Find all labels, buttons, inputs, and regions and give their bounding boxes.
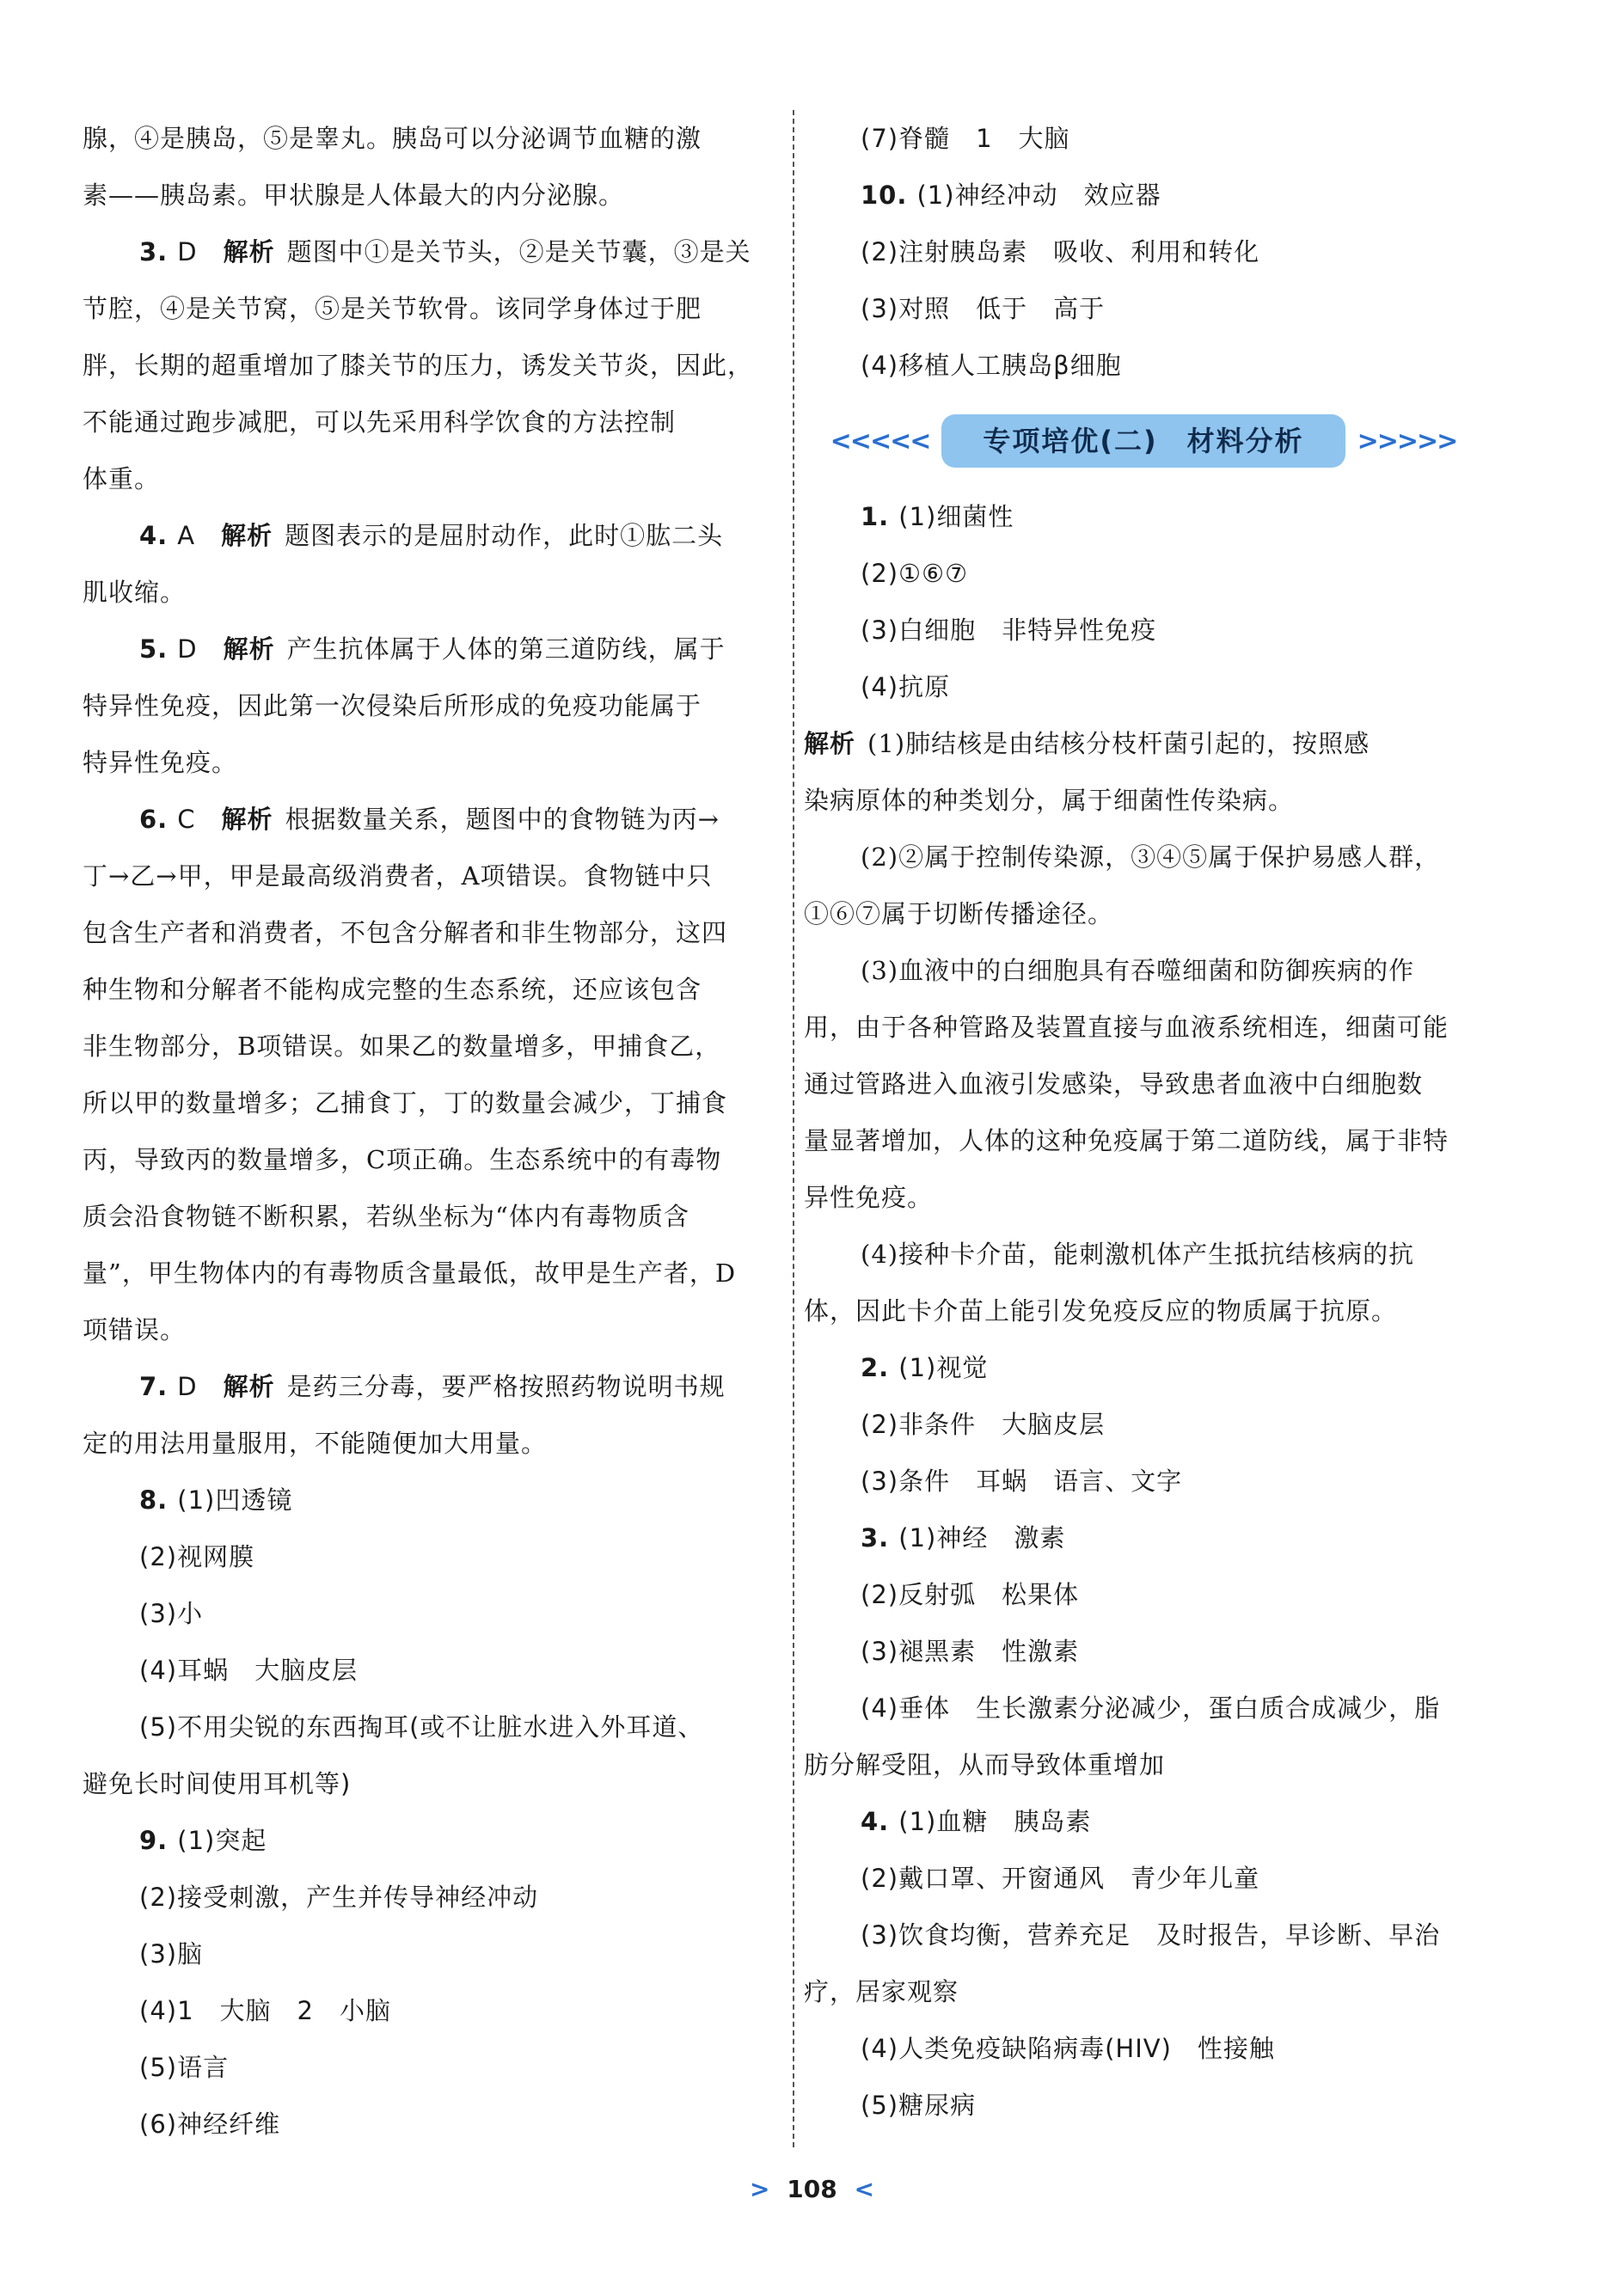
- text-line: [83, 1131, 787, 1188]
- line-text: (3)血液中的白细胞具有吞噬细菌和防御疾病的作: [861, 956, 1415, 985]
- line-text: 量”，甲生物体内的有毒物质含量最低，故甲是生产者，D: [83, 1258, 737, 1288]
- line-text: (6)神经纤维: [139, 2110, 281, 2139]
- text-line: [804, 545, 1509, 602]
- text-line: [83, 1585, 787, 1642]
- text-line: [804, 280, 1509, 337]
- line-text: (2)视网膜: [139, 1542, 255, 1571]
- answer-choice: D: [177, 237, 198, 266]
- text-line: [804, 1339, 1509, 1396]
- analysis-label: 解析: [804, 729, 856, 758]
- text-line: [83, 1018, 787, 1075]
- text-line: [83, 1812, 787, 1869]
- question-number: 8.: [139, 1485, 178, 1515]
- text-line: [83, 1869, 787, 1926]
- text-line: [804, 337, 1509, 394]
- text-line: [83, 450, 787, 507]
- line-text: (7)脊髓 1 大脑: [861, 124, 1070, 153]
- line-text: (1)神经 激素: [898, 1523, 1066, 1552]
- line-text: 腺，④是胰岛，⑤是睾丸。胰岛可以分泌调节血糖的激: [83, 124, 702, 153]
- line-text: 质会沿食物链不断积累，若纵坐标为“体内有毒物质含: [83, 1202, 689, 1231]
- line-text: (2)接受刺激，产生并传导神经冲动: [139, 1883, 539, 1912]
- page-left-arrow-icon: >: [750, 2175, 770, 2203]
- text-line: [83, 791, 787, 848]
- text-line: [83, 848, 787, 904]
- line-text: 疗，居家观察: [804, 1977, 959, 2006]
- text-line: [83, 110, 787, 167]
- right-bottom-answers: [804, 488, 1509, 2134]
- text-line: [804, 1056, 1509, 1112]
- text-line: [804, 1963, 1509, 2020]
- question-number: 3.: [861, 1523, 899, 1552]
- line-text: (4)接种卡介苗，能刺激机体产生抵抗结核病的抗: [861, 1240, 1415, 1269]
- line-text: 量显著增加，人体的这种免疫属于第二道防线，属于非特: [804, 1126, 1449, 1155]
- text-line: [804, 715, 1509, 772]
- line-text: (2)戴口罩、开窗通风 青少年儿童: [861, 1864, 1260, 1893]
- page-right-arrow-icon: <: [854, 2175, 874, 2203]
- line-text: 素——胰岛素。甲状腺是人体最大的内分泌腺。: [83, 181, 625, 210]
- text-line: [83, 621, 787, 677]
- text-line: [83, 734, 787, 791]
- line-text: 染病原体的种类划分，属于细菌性传染病。: [804, 786, 1295, 815]
- question-number: 4.: [861, 1807, 899, 1836]
- line-text: 肪分解受阻，从而导致体重增加: [804, 1750, 1166, 1779]
- text-line: [83, 1075, 787, 1131]
- line-text: (4)垂体 生长激素分泌减少，蛋白质合成减少，脂: [861, 1693, 1441, 1723]
- text-line: [83, 507, 787, 564]
- line-text: (2)注射胰岛素 吸收、利用和转化: [861, 237, 1260, 266]
- line-text: (2)非条件 大脑皮层: [861, 1410, 1106, 1439]
- line-text: (3)饮食均衡，营养充足 及时报告，早诊断、早治: [861, 1920, 1441, 1950]
- line-text: (5)糖尿病: [861, 2091, 977, 2120]
- line-text: 体，因此卡介苗上能引发免疫反应的物质属于抗原。: [804, 1296, 1398, 1326]
- text-line: [83, 1358, 787, 1415]
- line-text: (4)耳蜗 大脑皮层: [139, 1656, 359, 1685]
- question-number: 4.: [139, 521, 178, 550]
- line-text: 丁→乙→甲，甲是最高级消费者，A项错误。食物链中只: [83, 861, 713, 891]
- text-line: [804, 1850, 1509, 1907]
- line-text: (4)1 大脑 2 小脑: [139, 1996, 391, 2025]
- text-line: [804, 1283, 1509, 1339]
- line-text: (1)凹透镜: [177, 1485, 293, 1515]
- line-text: 产生抗体属于人体的第三道防线，属于: [286, 634, 726, 664]
- text-line: [804, 1623, 1509, 1680]
- text-line: [804, 1793, 1509, 1850]
- text-line: [804, 2077, 1509, 2134]
- text-line: [804, 1226, 1509, 1283]
- line-text: 题图表示的是屈肘动作，此时①肱二头: [285, 521, 724, 550]
- text-line: [804, 110, 1509, 167]
- text-line: [804, 885, 1509, 942]
- line-text: 肌收缩。: [83, 578, 187, 607]
- text-line: [83, 224, 787, 280]
- text-line: [804, 1169, 1509, 1226]
- line-text: (3)小: [139, 1599, 204, 1628]
- text-line: [804, 1566, 1509, 1623]
- line-text: ①⑥⑦属于切断传播途径。: [804, 899, 1114, 928]
- section-banner: [778, 394, 1509, 488]
- text-line: [83, 677, 787, 734]
- text-line: [804, 658, 1509, 715]
- answer-choice: D: [177, 1372, 198, 1401]
- line-text: 通过管路进入血液引发感染，导致患者血液中白细胞数: [804, 1069, 1424, 1099]
- text-line: [804, 1680, 1509, 1736]
- line-text: (2)反射弧 松果体: [861, 1580, 1080, 1609]
- line-text: 丙，导致丙的数量增多，C项正确。生态系统中的有毒物: [83, 1145, 722, 1174]
- section-title: 专项培优(二) 材料分析: [941, 414, 1345, 468]
- line-text: 节腔，④是关节窝，⑤是关节软骨。该同学身体过于肥: [83, 294, 702, 323]
- line-text: (3)脑: [139, 1939, 204, 1969]
- text-line: [83, 337, 787, 394]
- line-text: (5)不用尖锐的东西掏耳(或不让脏水进入外耳道、: [139, 1712, 704, 1742]
- line-text: 体重。: [83, 464, 161, 493]
- line-text: (3)对照 低于 高于: [861, 294, 1106, 323]
- line-text: 定的用法用量服用，不能随便加大用量。: [83, 1429, 548, 1458]
- analysis-label: 解析: [223, 634, 275, 664]
- text-line: [83, 1472, 787, 1528]
- question-number: 1.: [861, 502, 899, 531]
- line-text: (1)神经冲动 效应器: [916, 181, 1161, 210]
- text-line: [804, 829, 1509, 885]
- text-line: [83, 1528, 787, 1585]
- text-line: [83, 1642, 787, 1699]
- text-line: [804, 1112, 1509, 1169]
- line-text: (3)白细胞 非特异性免疫: [861, 615, 1157, 645]
- line-text: 用，由于各种管路及装置直接与血液系统相连，细菌可能: [804, 1013, 1449, 1042]
- text-line: [83, 564, 787, 621]
- text-line: [83, 394, 787, 450]
- text-line: [83, 1982, 787, 2039]
- line-text: (1)突起: [177, 1826, 267, 1855]
- text-line: [83, 904, 787, 961]
- line-text: 根据数量关系，题图中的食物链为丙→: [285, 805, 720, 834]
- answer-choice: C: [177, 805, 196, 834]
- line-text: (1)血糖 胰岛素: [898, 1807, 1092, 1836]
- line-text: 项错误。: [83, 1315, 187, 1344]
- line-text: (1)视觉: [898, 1353, 989, 1382]
- text-line: [83, 1245, 787, 1301]
- line-text: (5)语言: [139, 2053, 230, 2082]
- line-text: (1)细菌性: [898, 502, 1014, 531]
- text-line: [83, 1699, 787, 1755]
- question-number: 7.: [139, 1372, 178, 1401]
- text-line: [83, 1755, 787, 1812]
- text-line: [804, 1453, 1509, 1510]
- line-text: 非生物部分，B项错误。如果乙的数量增多，甲捕食乙，: [83, 1032, 721, 1061]
- line-text: 是药三分毒，要严格按照药物说明书规: [286, 1372, 726, 1401]
- line-text: 特异性免疫，因此第一次侵染后所形成的免疫功能属于: [83, 691, 702, 720]
- line-text: (4)抗原: [861, 672, 951, 701]
- page-number: [0, 2175, 1624, 2203]
- analysis-label: 解析: [223, 237, 275, 266]
- right-arrows-icon: >>>>>: [1357, 426, 1457, 456]
- question-number: 5.: [139, 634, 178, 664]
- text-line: [804, 1396, 1509, 1453]
- text-line: [83, 2039, 787, 2096]
- analysis-label: 解析: [221, 521, 273, 550]
- right-top-answers: [804, 110, 1509, 394]
- page-number-value: 108: [787, 2175, 837, 2203]
- text-line: [804, 1510, 1509, 1566]
- analysis-label: 解析: [223, 1372, 275, 1401]
- question-number: 6.: [139, 805, 178, 834]
- line-text: 题图中①是关节头，②是关节囊，③是关: [286, 237, 751, 266]
- text-line: [804, 602, 1509, 658]
- line-text: 所以甲的数量增多；乙捕食丁，丁的数量会减少，丁捕食: [83, 1088, 728, 1118]
- text-line: [83, 1301, 787, 1358]
- line-text: 不能通过跑步减肥，可以先采用科学饮食的方法控制: [83, 407, 677, 437]
- text-line: [804, 772, 1509, 829]
- line-text: 异性免疫。: [804, 1183, 934, 1212]
- line-text: (2)②属于控制传染源，③④⑤属于保护易感人群，: [861, 842, 1441, 872]
- line-text: 种生物和分解者不能构成完整的生态系统，还应该包含: [83, 975, 702, 1004]
- text-line: [804, 942, 1509, 999]
- line-text: 胖，长期的超重增加了膝关节的压力，诱发关节炎，因此，: [83, 351, 754, 380]
- text-line: [804, 999, 1509, 1056]
- text-line: [83, 1926, 787, 1982]
- line-text: (3)褪黑素 性激素: [861, 1637, 1080, 1666]
- line-text: 避免长时间使用耳机等): [83, 1769, 352, 1798]
- text-line: [804, 224, 1509, 280]
- line-text: (4)人类免疫缺陷病毒(HIV) 性接触: [861, 2034, 1275, 2063]
- line-text: (4)移植人工胰岛β细胞: [861, 351, 1122, 380]
- question-number: 2.: [861, 1353, 899, 1382]
- text-line: [83, 1415, 787, 1472]
- text-line: [804, 488, 1509, 545]
- analysis-label: 解析: [221, 805, 273, 834]
- text-line: [804, 1736, 1509, 1793]
- line-text: (3)条件 耳蜗 语言、文字: [861, 1467, 1183, 1496]
- line-text: (2)①⑥⑦: [861, 559, 969, 588]
- question-number: 10.: [861, 181, 917, 210]
- text-line: [804, 1907, 1509, 1963]
- text-line: [804, 2020, 1509, 2077]
- question-number: 3.: [139, 237, 178, 266]
- answer-choice: A: [177, 521, 196, 550]
- text-line: [83, 167, 787, 224]
- line-text: 特异性免疫。: [83, 748, 238, 777]
- question-number: 9.: [139, 1826, 178, 1855]
- line-text: (1)肺结核是由结核分枝杆菌引起的，按照感: [867, 729, 1370, 758]
- text-line: [83, 2096, 787, 2153]
- answer-choice: D: [177, 634, 198, 664]
- left-arrows-icon: <<<<<: [830, 426, 930, 456]
- text-line: [804, 167, 1509, 224]
- line-text: 包含生产者和消费者，不包含分解者和非生物部分，这四: [83, 918, 728, 947]
- text-line: [83, 961, 787, 1018]
- right-column: [804, 110, 1509, 2134]
- text-line: [83, 280, 787, 337]
- text-line: [83, 1188, 787, 1245]
- left-column: [83, 110, 787, 2153]
